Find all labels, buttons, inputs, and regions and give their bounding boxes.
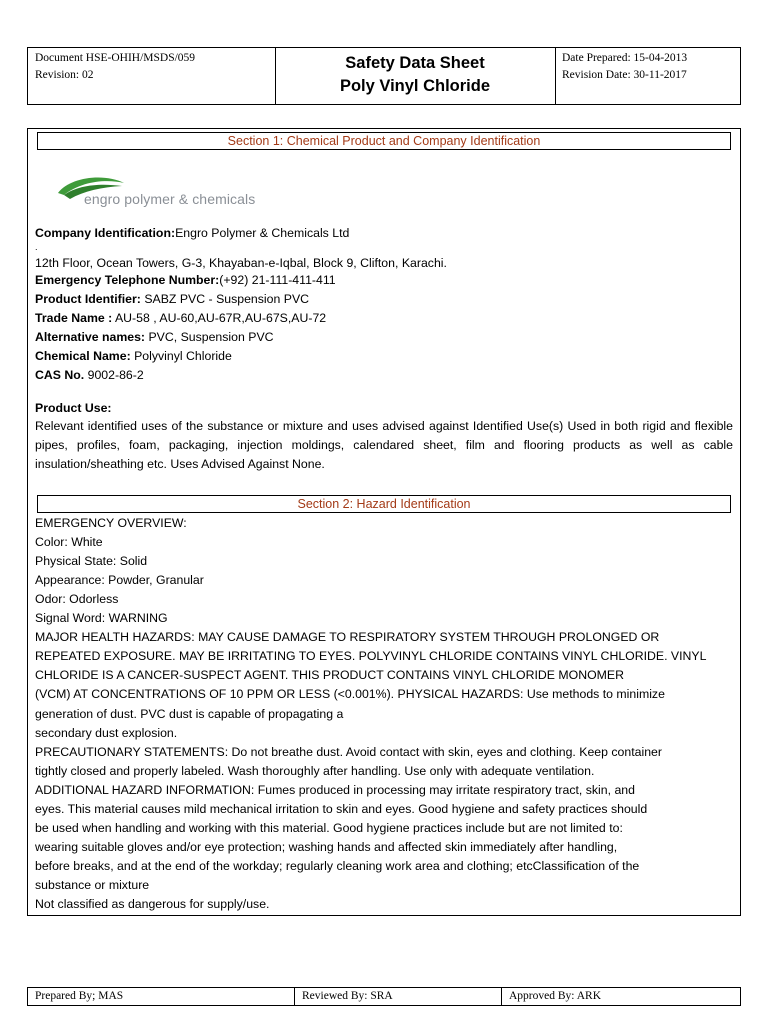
cas-label: CAS No. [35, 368, 85, 382]
logo-text: engro polymer & chemicals [84, 191, 256, 207]
document-subtitle: Poly Vinyl Chloride [339, 77, 491, 95]
alt-names-label: Alternative names: [35, 330, 146, 344]
hazard-line: ADDITIONAL HAZARD INFORMATION: Fumes produced in processing may irritate respiratory tract, skin, and [35, 782, 635, 797]
trade-name-value: AU-58 , AU-60,AU-67R,AU-67S,AU-72 [112, 311, 327, 325]
hazard-line: Not classified as dangerous for supply/use. [35, 897, 270, 911]
chemical-name [35, 349, 232, 363]
hazard-line: substance or mixture [35, 877, 150, 892]
hazard-line: Signal Word: WARNING [35, 611, 168, 626]
product-use-text: Relevant identified uses of the substance or mixture and uses advised against Identified Use(s) Used in both rigid and flexible pipes, profiles, foam, packaging, injection moldings, calendared sheet, film and flooring products as well as cable insulation/sheathing etc. Uses Advised Against None. [35, 419, 733, 472]
cas-number [35, 368, 144, 382]
product-identifier-value: SABZ PVC - Suspension PVC [140, 292, 310, 306]
hazard-line: generation of dust. PVC dust is capable of propagating a [35, 706, 344, 721]
company-id-label: Company Identification: [35, 226, 176, 240]
product-identifier-label: Product Identifier: [35, 292, 141, 306]
revision-number: Revision: 02 [35, 69, 94, 81]
hazard-line: EMERGENCY OVERVIEW: [35, 516, 187, 530]
chemical-name-value: Polyvinyl Chloride [130, 349, 232, 363]
alt-names-value: PVC, Suspension PVC [145, 330, 274, 344]
hazard-line: Appearance: Powder, Granular [35, 573, 204, 588]
hazard-line: tightly closed and properly labeled. Wash thoroughly after handling. Use only with adequate ventilation. [35, 763, 595, 778]
header-dates [555, 48, 740, 104]
hazard-line: Color: White [35, 535, 103, 550]
hazard-line: CHLORIDE IS A CANCER-SUSPECT AGENT. THIS PRODUCT CONTAINS VINYL CHLORIDE MONOMER [35, 668, 624, 683]
product-use-label: Product Use: [35, 401, 112, 415]
emergency-label: Emergency Telephone Number: [35, 273, 220, 287]
product-identifier [35, 292, 309, 306]
hazard-line: secondary dust explosion. [35, 725, 178, 740]
company-logo [56, 175, 336, 211]
hazard-line: Odor: Odorless [35, 592, 119, 607]
company-identification [35, 226, 349, 240]
hazard-line: before breaks, and at the end of the workday; regularly cleaning work area and clothing; etcClassification of the [35, 858, 640, 873]
cas-value: 9002-86-2 [84, 368, 144, 382]
document-footer-table [27, 987, 741, 1006]
hazard-line: eyes. This material causes mild mechanical irritation to skin and eyes. Good hygiene and safety practices should [35, 801, 648, 816]
alternative-names [35, 330, 274, 344]
header-document-info [28, 48, 276, 104]
hazard-line: wearing suitable gloves and/or eye protection; washing hands and affected skin immediately after handling, [35, 839, 618, 854]
document-number: Document HSE-OHIH/MSDS/059 [35, 52, 196, 64]
hazard-line: PRECAUTIONARY STATEMENTS: Do not breathe dust. Avoid contact with skin, eyes and clothing. Keep container [35, 744, 662, 759]
emergency-value: (+92) 21-111-411-411 [219, 273, 336, 287]
prepared-by: Prepared By; MAS [28, 988, 295, 1005]
company-address: 12th Floor, Ocean Towers, G-3, Khayaban-e-Iqbal, Block 9, Clifton, Karachi. [35, 256, 447, 270]
hazard-line: REPEATED EXPOSURE. MAY BE IRRITATING TO EYES. POLYVINYL CHLORIDE CONTAINS VINYL CHLORIDE. VINYL [35, 649, 707, 664]
document-title: Safety Data Sheet [345, 54, 485, 72]
hazard-line: Physical State: Solid [35, 554, 148, 569]
approved-by: Approved By: ARK [509, 990, 601, 1002]
hazard-line: MAJOR HEALTH HAZARDS: MAY CAUSE DAMAGE TO RESPIRATORY SYSTEM THROUGH PROLONGED OR [35, 630, 660, 645]
hazard-line: be used when handling and working with this material. Good hygiene practices include but are not limited to: [35, 820, 623, 835]
trade-name [35, 311, 326, 325]
reviewed-by: Reviewed By: SRA [295, 988, 502, 1005]
revision-date: Revision Date: 30-11-2017 [562, 69, 687, 81]
product-use-heading [35, 401, 112, 415]
section-1-heading: Section 1: Chemical Product and Company Identification [37, 132, 731, 150]
separator-dot: . [35, 242, 38, 252]
hazard-line: (VCM) AT CONCENTRATIONS OF 10 PPM OR LESS (<0.001%). PHYSICAL HAZARDS: Use methods to minimize [35, 687, 665, 702]
emergency-telephone [35, 273, 336, 287]
chemical-name-label: Chemical Name: [35, 349, 131, 363]
date-prepared: Date Prepared: 15-04-2013 [562, 52, 688, 64]
trade-name-label: Trade Name : [35, 311, 113, 325]
company-id-value: Engro Polymer & Chemicals Ltd [175, 226, 350, 240]
section-2-heading: Section 2: Hazard Identification [37, 495, 731, 513]
header-title [275, 48, 556, 104]
document-header-table [27, 47, 741, 105]
